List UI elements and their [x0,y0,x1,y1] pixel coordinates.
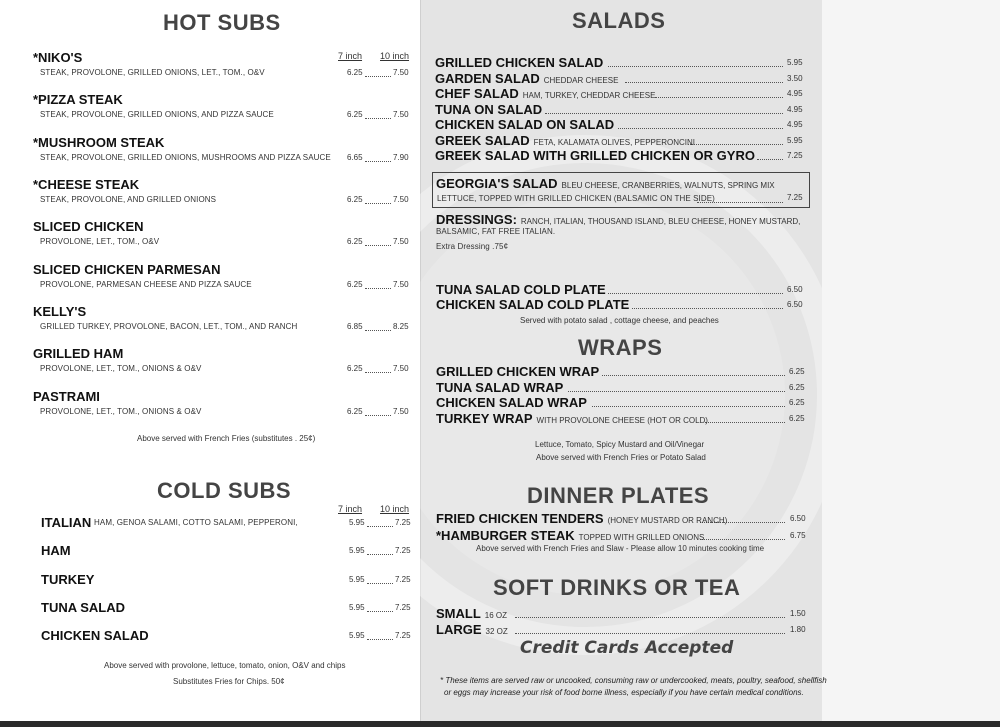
hot-sub-price-10: 7.50 [393,237,409,246]
cold-plate-title: CHICKEN SALAD COLD PLATE [436,297,630,312]
hot-subs-col-10: 10 inch [380,51,410,61]
cold-subs-note-2: Substitutes Fries for Chips. 50¢ [173,677,285,686]
wrap-title: CHICKEN SALAD WRAP [436,395,587,410]
hot-sub-price-7: 6.65 [347,153,363,162]
cold-plate-name [436,282,606,297]
salads-title: SALADS [572,8,666,33]
hot-sub-name: *CHEESE STEAK [33,177,140,192]
leader-dots [515,617,785,618]
hot-subs-note: Above served with French Fries (substitutes . 25¢) [137,434,316,443]
scan-edge [0,721,1000,727]
salad-price: 4.95 [787,89,803,98]
leader-dots [365,330,391,331]
salad-title: GREEK SALAD [435,133,530,148]
salad-title: GARDEN SALAD [435,71,540,86]
dinner-plates-note: Above served with French Fries and Slaw - Please allow 10 minutes cooking time [476,544,765,553]
georgia-salad-name [436,176,775,191]
leader-dots [365,372,391,373]
hot-sub-desc: STEAK, PROVOLONE, GRILLED ONIONS, AND PIZZA SAUCE [40,110,274,119]
wrap-title: TUNA SALAD WRAP [436,380,564,395]
disclaimer-line-1: * These items are served raw or uncooked, consuming raw or undercooked, meats, poultry, seafood, shellfish [440,676,827,685]
leader-dots [367,526,393,527]
cold-sub-price-10: 7.25 [395,518,411,527]
hot-sub-name: KELLY'S [33,304,87,319]
leader-dots [697,202,783,203]
cold-sub-name: ITALIAN [41,515,92,530]
leader-dots [365,203,391,204]
hot-sub-price-10: 7.50 [393,110,409,119]
credit-cards-accepted: Credit Cards Accepted [520,638,734,658]
wrap-name [436,411,708,426]
hot-sub-price-10: 7.50 [393,407,409,416]
salad-name [435,71,618,86]
salad-price: 4.95 [787,120,803,129]
hot-sub-price-7: 6.25 [347,407,363,416]
leader-dots [568,391,785,392]
leader-dots [367,639,393,640]
cold-sub-price-7: 5.95 [349,603,365,612]
drink-price: 1.80 [790,625,806,634]
leader-dots [365,76,391,77]
drink-title: LARGE [436,622,482,637]
dinner-plate-price: 6.75 [790,531,806,540]
hot-sub-price-7: 6.25 [347,110,363,119]
hot-sub-name: *NIKO'S [33,50,83,65]
leader-dots [705,422,785,423]
cold-subs-title: COLD SUBS [157,478,292,503]
salad-name [435,86,655,101]
hot-sub-desc: PROVOLONE, LET., TOM., O&V [40,237,160,246]
dressings-line-1: RANCH, ITALIAN, THOUSAND ISLAND, BLEU CHEESE, HONEY MUSTARD, [520,217,801,226]
salad-price: 7.25 [787,151,803,160]
hot-sub-name: SLICED CHICKEN [33,219,144,234]
cold-plates-note: Served with potato salad , cottage cheese, and peaches [520,316,719,325]
leader-dots [655,97,783,98]
cold-sub-price-10: 7.25 [395,631,411,640]
wrap-name [436,395,587,410]
drink-title: SMALL [436,606,481,621]
salad-title: GRILLED CHICKEN SALAD [435,55,604,70]
dressings-line-2: BALSAMIC, FAT FREE ITALIAN. [436,227,556,236]
cold-sub-price-7: 5.95 [349,631,365,640]
hot-sub-price-10: 7.50 [393,280,409,289]
leader-dots [365,245,391,246]
dinner-plate-title: *HAMBURGER STEAK [436,528,575,543]
hot-subs-title: HOT SUBS [163,10,281,35]
salad-name [435,148,755,163]
cold-sub-price-10: 7.25 [395,603,411,612]
salad-title: CHICKEN SALAD ON SALAD [435,117,615,132]
wraps-note-1: Lettuce, Tomato, Spicy Mustard and Oil/Vinegar [535,440,705,449]
hot-subs-col-7: 7 inch [338,51,363,61]
wrap-desc: WITH PROVOLONE CHEESE (HOT OR COLD) [536,416,708,425]
drink-name [436,622,508,637]
leader-dots [367,611,393,612]
wrap-price: 6.25 [789,398,805,407]
cold-sub-name: TURKEY [41,572,95,587]
leader-dots [632,308,783,309]
scan-margin [822,0,1000,727]
georgia-salad-line2: LETTUCE, TOPPED WITH GRILLED CHICKEN (BALSAMIC ON THE SIDE) [437,194,715,203]
salad-title: CHEF SALAD [435,86,519,101]
disclaimer-line-2: or eggs may increase your risk of food borne illness, especially if you have certain medical conditions. [444,688,804,697]
wrap-name [436,364,599,379]
leader-dots [618,128,783,129]
leader-dots [365,288,391,289]
dinner-plate-desc: TOPPED WITH GRILLED ONIONS [578,533,705,542]
leader-dots [625,82,783,83]
cold-sub-price-7: 5.95 [349,575,365,584]
hot-sub-price-10: 7.90 [393,153,409,162]
drinks-title: SOFT DRINKS OR TEA [493,575,741,600]
dinner-plate-price: 6.50 [790,514,806,523]
hot-sub-price-10: 7.50 [393,68,409,77]
leader-dots [592,406,785,407]
hot-sub-price-7: 6.85 [347,322,363,331]
hot-sub-desc: PROVOLONE, LET., TOM., ONIONS & O&V [40,407,202,416]
leader-dots [545,113,783,114]
drink-name [436,606,507,621]
cold-sub-name: TUNA SALAD [41,600,126,615]
hot-sub-desc: PROVOLONE, PARMESAN CHEESE AND PIZZA SAUCE [40,280,252,289]
salad-name [435,102,542,117]
salad-title: GREEK SALAD WITH GRILLED CHICKEN OR GYRO [435,148,755,163]
leader-dots [757,159,783,160]
salad-name [435,133,695,148]
wraps-title: WRAPS [578,335,663,360]
cold-subs-col-10: 10 inch [380,504,410,514]
dinner-plate-title: FRIED CHICKEN TENDERS [436,511,604,526]
cold-plate-title: TUNA SALAD COLD PLATE [436,282,606,297]
hot-sub-desc: GRILLED TURKEY, PROVOLONE, BACON, LET., TOM., AND RANCH [40,322,298,331]
cold-sub-desc: HAM, GENOA SALAMI, COTTO SALAMI, PEPPERONI, [94,518,298,527]
georgia-salad-price: 7.25 [787,193,803,202]
wrap-price: 6.25 [789,383,805,392]
salad-name [435,117,614,132]
hot-sub-name: *MUSHROOM STEAK [33,135,165,150]
cold-plate-price: 6.50 [787,300,803,309]
wraps-note-2: Above served with French Fries or Potato Salad [536,453,706,462]
hot-sub-name: PASTRAMI [33,389,100,404]
hot-sub-desc: STEAK, PROVOLONE, GRILLED ONIONS, MUSHROOMS AND PIZZA SAUCE [40,153,331,162]
salad-price: 3.50 [787,74,803,83]
wrap-name [436,380,563,395]
salad-name [435,55,603,70]
hot-sub-desc: STEAK, PROVOLONE, AND GRILLED ONIONS [40,195,217,204]
cold-subs-note-1: Above served with provolone, lettuce, tomato, onion, O&V and chips [104,661,346,670]
hot-sub-name: GRILLED HAM [33,346,124,361]
cold-sub-price-7: 5.95 [349,546,365,555]
cold-sub-price-10: 7.25 [395,546,411,555]
wrap-price: 6.25 [789,367,805,376]
georgia-salad-title: GEORGIA'S SALAD [436,176,558,191]
leader-dots [365,161,391,162]
cold-sub-price-7: 5.95 [349,518,365,527]
salad-title: TUNA ON SALAD [435,102,543,117]
cold-plate-price: 6.50 [787,285,803,294]
leader-dots [365,118,391,119]
hot-sub-price-10: 8.25 [393,322,409,331]
dinner-plate-name [436,528,704,543]
hot-sub-price-7: 6.25 [347,364,363,373]
hot-sub-price-7: 6.25 [347,68,363,77]
leader-dots [602,375,785,376]
wrap-title: TURKEY WRAP [436,411,533,426]
hot-sub-name: *PIZZA STEAK [33,92,123,107]
hot-sub-price-7: 6.25 [347,195,363,204]
leader-dots [515,633,785,634]
cold-subs-col-7: 7 inch [338,504,363,514]
salad-desc: FETA, KALAMATA OLIVES, PEPPERONCINI [533,138,695,147]
salad-price: 5.95 [787,58,803,67]
drink-price: 1.50 [790,609,806,618]
cold-plate-name [436,297,629,312]
hot-sub-desc: PROVOLONE, LET., TOM., ONIONS & O&V [40,364,202,373]
leader-dots [367,583,393,584]
dinner-plate-name [436,511,727,526]
cold-sub-name: HAM [41,543,71,558]
dressings-title: DRESSINGS: [436,212,517,227]
dinner-plates-title: DINNER PLATES [527,483,710,508]
dressings-label [436,212,800,227]
extra-dressing: Extra Dressing .75¢ [436,242,509,251]
salad-price: 5.95 [787,136,803,145]
leader-dots [688,144,783,145]
hot-sub-price-10: 7.50 [393,195,409,204]
leader-dots [608,293,783,294]
leader-dots [608,66,783,67]
leader-dots [365,415,391,416]
wrap-price: 6.25 [789,414,805,423]
hot-sub-name: SLICED CHICKEN PARMESAN [33,262,221,277]
salad-desc: HAM, TURKEY, CHEDDAR CHEESE [522,91,656,100]
drink-desc: 32 OZ [485,627,508,636]
wrap-title: GRILLED CHICKEN WRAP [436,364,600,379]
drink-desc: 16 OZ [484,611,508,620]
leader-dots [700,539,785,540]
cold-sub-price-10: 7.25 [395,575,411,584]
hot-sub-price-7: 6.25 [347,237,363,246]
georgia-salad-desc: BLEU CHEESE, CRANBERRIES, WALNUTS, SPRING MIX [561,181,775,190]
leader-dots [367,554,393,555]
hot-sub-price-7: 6.25 [347,280,363,289]
cold-sub-name: CHICKEN SALAD [41,628,149,643]
hot-sub-price-10: 7.50 [393,364,409,373]
salad-price: 4.95 [787,105,803,114]
hot-sub-desc: STEAK, PROVOLONE, GRILLED ONIONS, LET., TOM., O&V [40,68,265,77]
salad-desc: CHEDDAR CHEESE [543,76,619,85]
dinner-plate-desc: (HONEY MUSTARD OR RANCH) [607,516,728,525]
